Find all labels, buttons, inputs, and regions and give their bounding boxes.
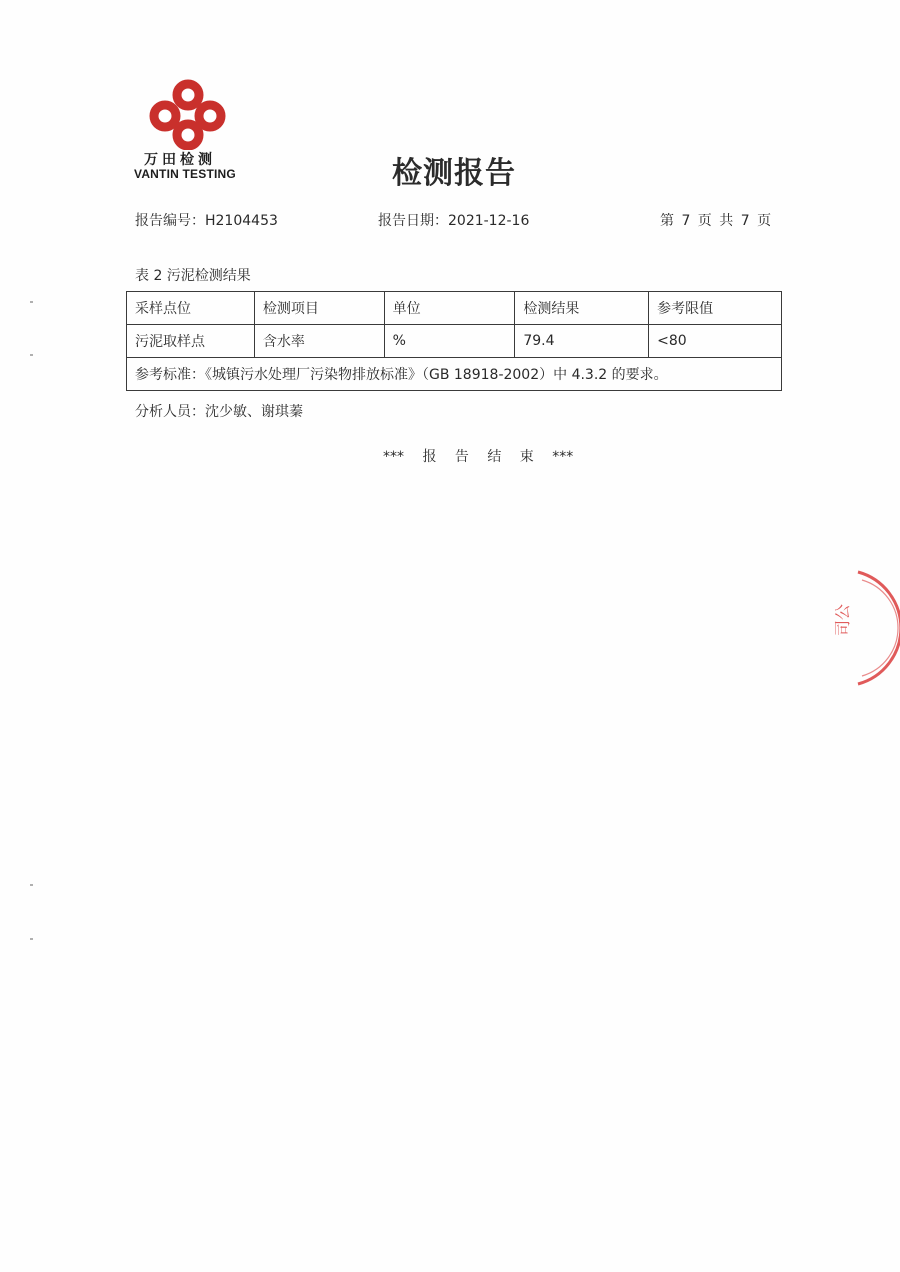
cell-limit: <80 <box>649 325 782 358</box>
reference-standard-note: 参考标准：《城镇污水处理厂污染物排放标准》（GB 18918-2002）中 4.3.2 的要求。 <box>127 358 782 391</box>
table-header-row <box>127 292 782 325</box>
scan-speck <box>30 301 33 303</box>
company-logo <box>130 78 250 186</box>
cell-unit: % <box>384 325 515 358</box>
scan-speck <box>30 938 33 940</box>
cell-sampling-point: 污泥取样点 <box>127 325 255 358</box>
analysts-line: 分析人员：沈少敏、谢琪蓁 <box>135 404 303 420</box>
table-note-row <box>127 358 782 391</box>
header-cell-limit: 参考限值 <box>649 292 782 325</box>
page-indicator: 第 7 页 共 7 页 <box>660 213 772 229</box>
header-cell-sampling-point: 采样点位 <box>127 292 255 325</box>
header-cell-test-item: 检测项目 <box>254 292 384 325</box>
scan-speck <box>30 354 33 356</box>
table-caption: 表 2 污泥检测结果 <box>135 268 251 284</box>
cell-result: 79.4 <box>515 325 649 358</box>
stamp-text: 司公 <box>833 603 852 636</box>
cell-test-item: 含水率 <box>254 325 384 358</box>
sludge-result-table <box>126 291 782 391</box>
report-end-mark: *** 报 告 结 束 *** <box>383 449 574 465</box>
header-cell-unit: 单位 <box>384 292 515 325</box>
scan-speck <box>30 884 33 886</box>
company-seal-stamp <box>826 566 900 690</box>
logo-chinese-name: 万田检测 <box>144 152 216 168</box>
logo-english-name: VANTIN TESTING <box>134 167 236 181</box>
report-number: 报告编号：H2104453 <box>135 213 278 229</box>
table-row <box>127 325 782 358</box>
report-date: 报告日期：2021-12-16 <box>378 213 530 229</box>
logo-emblem-icon <box>146 78 230 150</box>
header-cell-result: 检测结果 <box>515 292 649 325</box>
document-title: 检测报告 <box>392 156 516 191</box>
